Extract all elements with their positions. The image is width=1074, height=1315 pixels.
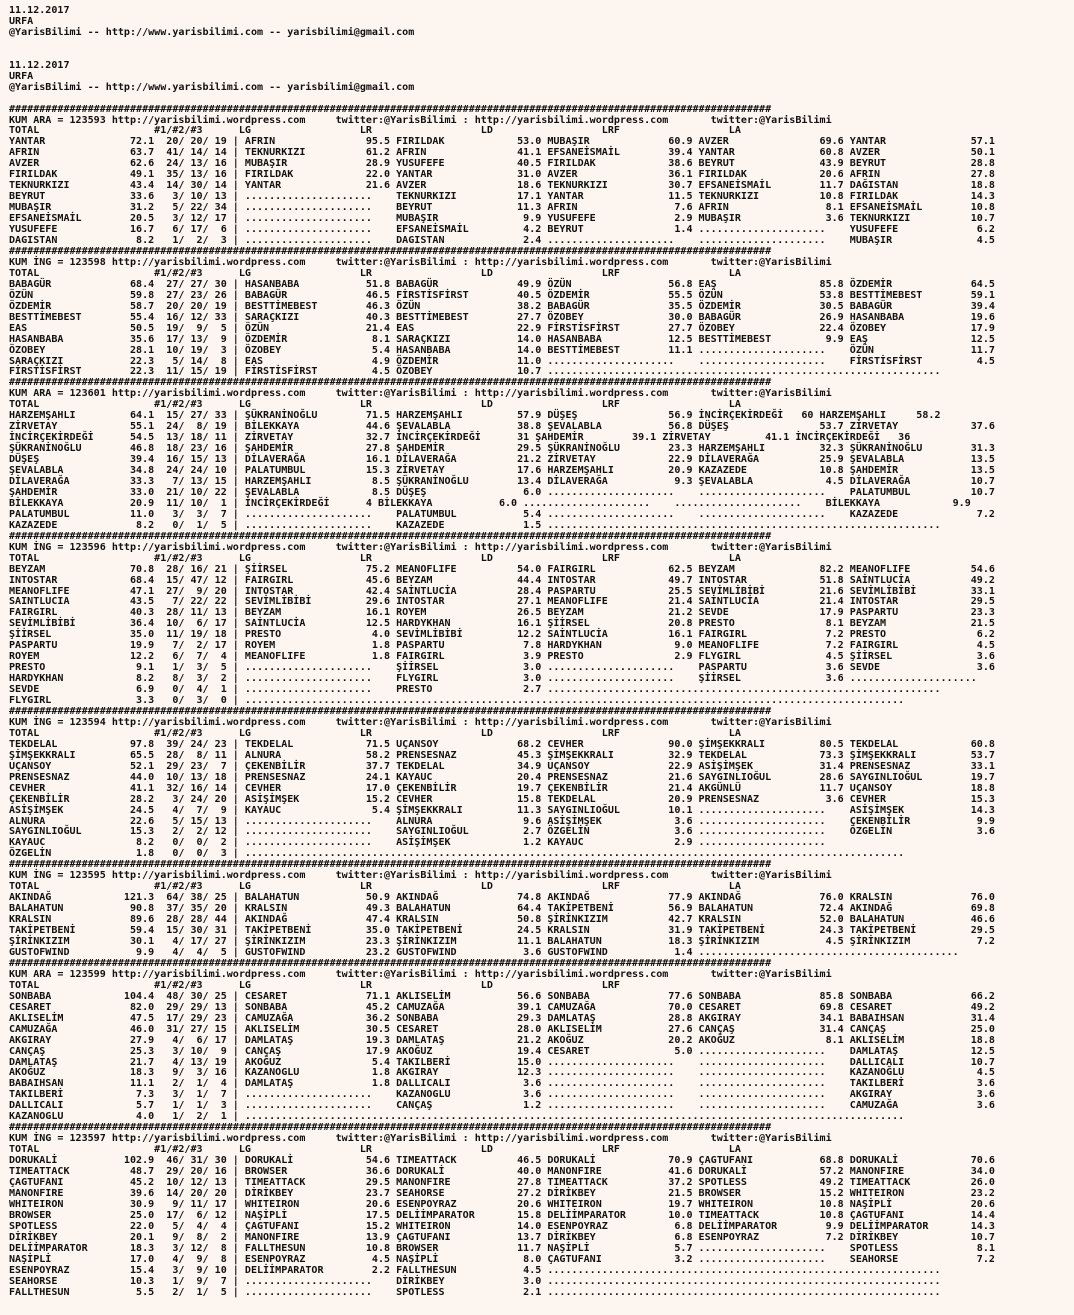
race-row: ŞİMŞEKKRALI 65.5 28/ 8/ 11 | ALNURA 58.2 PRENSESNAZ 45.3 ŞİMŞEKKRALI 32.9 TEKDELAL 73.3 ŞİMŞEKKRALI 53.7	[9, 749, 995, 761]
race-row: HARDYKHAN 8.2 8/ 3/ 2 | ..................... FLYGIRL 3.0 ..................... ŞİİRSEL 3.6 .....................	[9, 673, 977, 685]
race-row: DORUKALİ 102.9 46/ 31/ 30 | DORUKALİ 54.6 TIMEATTACK 46.5 DORUKALİ 70.9 ÇAGTUFANI 68.8 DORUKALİ 70.6	[9, 1155, 995, 1167]
race-row: ESENPOYRAZ 15.4 3/ 9/ 10 | DELİİMPARATOR 2.2 FALLTHESUN 4.5 .................................................................	[9, 1264, 941, 1276]
race-row: DİLAVERAĞA 33.3 7/ 13/ 15 | HARZEMŞAHLI 8.5 ŞÜKRANİNOĞLU 13.4 DİLAVERAĞA 9.3 ŞEVALABLA 4.5 DİLAVERAĞA 10.7	[9, 475, 995, 487]
race-column-headers: TOTAL #1/#2/#3 LG LR LD LRF	[9, 979, 620, 991]
section-divider: ##############################################################################################################################	[9, 859, 772, 871]
race-row: KAYAUC 8.2 0/ 0/ 2 | ..................... ASİŞİMŞEK 1.2 KAYAUC 2.9 .....................	[9, 837, 826, 849]
race-row: SEVDE 6.9 0/ 4/ 1 | ..................... PRESTO 2.7 .................................................................	[9, 684, 941, 696]
race-column-headers: TOTAL #1/#2/#3 LG LR LD LRF LA	[9, 881, 741, 893]
race-row: NAŞİPLİ 17.0 4/ 9/ 8 | ESENPOYRAZ 4.5 NAŞİPLİ 8.0 ÇAGTUFANI 3.2 ..................... SEAHORSE 7.2	[9, 1253, 995, 1265]
race-row: ÇEKENBİLİR 28.2 3/ 24/ 20 | ASİŞİMŞEK 15.2 CEVHER 15.8 TEKDELAL 20.9 PRENSESNAZ 3.6 CEVHER 15.3	[9, 793, 995, 805]
race-column-headers: TOTAL #1/#2/#3 LG LR LD LRF LA	[9, 267, 741, 279]
race-row: BROWSER 25.0 17/ 6/ 12 | NAŞİPLİ 17.5 DELİİMPARATOR 15.8 DELİİMPARATOR 10.0 TIMEATTACK 10.8 ÇAGTUFANI 14.4	[9, 1209, 995, 1221]
race-row: DÜŞEŞ 39.4 16/ 15/ 13 | DİLAVERAĞA 16.1 DİLAVERAĞA 21.2 ZİRVETAY 22.9 DİLAVERAĞA 25.9 ŞEVALABLA 13.5	[9, 454, 995, 466]
race-row: ŞİRİNKIZIM 30.1 4/ 17/ 27 | ŞİRİNKIZIM 23.3 ŞİRİNKIZIM 11.1 BALAHATUN 18.3 ŞİRİNKIZIM 4.5 ŞİRİNKIZIM 7.2	[9, 936, 995, 948]
race-column-headers: TOTAL #1/#2/#3 LG LR LD LRF LA	[9, 1144, 741, 1156]
race-row: ŞAHDEMİR 33.0 21/ 10/ 22 | ŞEVALABLA 8.5 DÜŞEŞ 6.0 ..................... ..................... PALATUMBUL 10.7	[9, 486, 995, 498]
race-row: BABAIHSAN 11.1 2/ 1/ 4 | DAMLATAŞ 1.8 DALLICALI 3.6 ..................... ..................... TAKILBERİ 3.6	[9, 1078, 995, 1090]
section-divider: ##############################################################################################################################	[9, 103, 772, 115]
race-row: PRENSESNAZ 44.0 10/ 13/ 18 | PRENSESNAZ 24.1 KAYAUC 20.4 PRENSESNAZ 21.6 SAYGINLIOĞUL 28.6 SAYGINLIOĞUL 19.7	[9, 771, 995, 783]
report-contact: @YarisBilimi -- http://www.yarisbilimi.com -- yarisbilimi@gmail.com	[9, 26, 415, 38]
race-row: DELİİMPARATOR 18.3 3/ 12/ 8 | FALLTHESUN 10.8 BROWSER 11.7 NAŞİPLİ 5.7 ..................... SPOTLESS 8.1	[9, 1242, 995, 1254]
race-column-headers: TOTAL #1/#2/#3 LG LR LD LRF LA	[9, 727, 741, 739]
race-row: YUSUFEFE 16.7 6/ 17/ 6 | ..................... EFSANEİSMAİL 4.2 BEYRUT 1.4 ..................... YUSUFEFE 6.2	[9, 224, 995, 236]
race-column-headers: TOTAL #1/#2/#3 LG LR LD LRF LA	[9, 552, 741, 564]
report-contact: @YarisBilimi -- http://www.yarisbilimi.com -- yarisbilimi@gmail.com	[9, 81, 415, 93]
race-row: MEANOFLIFE 47.1 27/ 9/ 20 | INTOSTAR 42.4 SAİNTLUCİA 28.4 PASPARTU 25.5 SEVİMLİBİBİ 21.6 SEVİMLİBİBİ 33.1	[9, 585, 995, 597]
race-row: ÇAGTUFANI 45.2 10/ 12/ 13 | TIMEATTACK 29.5 MANONFIRE 27.8 TIMEATTACK 37.2 SPOTLESS 49.2 TIMEATTACK 26.0	[9, 1176, 995, 1188]
race-row: SEAHORSE 10.3 1/ 9/ 7 | ..................... DİRİKBEY 3.0 .................................................................	[9, 1275, 941, 1287]
race-row: ŞEVALABLA 34.8 24/ 24/ 10 | PALATUMBUL 15.3 ZİRVETAY 17.6 HARZEMŞAHLI 20.9 KAZAZEDE 10.8 ŞAHDEMİR 13.5	[9, 465, 995, 477]
race-row: ÖZGELİN 1.8 0/ 0/ 3 | .............................................................................................................	[9, 848, 905, 860]
section-divider: ##############################################################################################################################	[9, 377, 772, 389]
race-row: MANONFIRE 39.6 14/ 20/ 20 | DİRİKBEY 23.7 SEAHORSE 27.2 DİRİKBEY 21.5 BROWSER 15.2 WHITEIRON 23.2	[9, 1187, 995, 1199]
race-row: AKGIRAY 27.9 4/ 6/ 17 | DAMLATAŞ 19.3 DAMLATAŞ 21.2 AKOĞUZ 20.2 AKOĞUZ 8.1 AKLISELİM 18.8	[9, 1034, 995, 1046]
race-row: SONBABA 104.4 48/ 30/ 25 | CESARET 71.1 AKLISELİM 56.6 SONBABA 77.6 SONBABA 85.8 SONBABA 66.2	[9, 990, 995, 1002]
race-row: TEKNURKIZI 43.4 14/ 30/ 14 | YANTAR 21.6 AVZER 18.6 TEKNURKIZI 30.7 EFSANEİSMAİL 11.7 DAĞISTAN 18.8	[9, 180, 995, 192]
race-row: SAINTLUCIA 43.5 7/ 22/ 22 | SEVİMLİBİBİ 29.6 INTOSTAR 27.1 MEANOFLIFE 21.4 SAİNTLUCİA 21.4 INTOSTAR 29.5	[9, 596, 995, 608]
race-row: ŞÜKRANİNOĞLU 46.8 18/ 23/ 16 | ŞAHDEMİR 27.8 ŞAHDEMİR 29.5 ŞÜKRANİNOĞLU 23.3 HARZEMŞAHLI 32.3 ŞÜKRANİNOĞLU 31.3	[9, 443, 995, 455]
race-row: CANÇAŞ 25.3 3/ 10/ 9 | CANÇAŞ 17.9 AKOĞUZ 19.4 CESARET 5.0 ..................... DAMLATAŞ 12.5	[9, 1045, 995, 1057]
race-row: HARZEMŞAHLI 64.1 15/ 27/ 33 | ŞÜKRANİNOĞLU 71.5 HARZEMŞAHLI 57.9 DÜŞEŞ 56.9 İNCİRÇEKİRDEĞİ 60 HARZEMŞAHLI 58.2	[9, 410, 941, 422]
race-row: AFRIN 63.7 41/ 14/ 14 | TEKNURKIZI 61.2 AFRIN 41.1 EFSANEİSMAİL 39.4 YANTAR 60.8 AVZER 50.1	[9, 147, 995, 159]
race-row: TIMEATTACK 48.7 29/ 20/ 16 | BROWSER 36.6 DORUKALİ 40.0 MANONFIRE 41.6 DORUKALİ 57.2 MANONFIRE 34.0	[9, 1166, 995, 1178]
race-row: AKOĞUZ 18.3 9/ 3/ 16 | KAZANOGLU 1.8 AKGIRAY 12.3 ..................... ..................... KAZANOĞLU 4.5	[9, 1067, 995, 1079]
race-row: CAMUZAĞA 46.0 31/ 27/ 15 | AKLISELİM 30.5 CESARET 28.0 AKLISELİM 27.6 CANÇAŞ 31.4 CANÇAŞ 25.0	[9, 1023, 995, 1035]
race-title: KUM ARA = 123601 http://yarisbilimi.wordpress.com twitter:@YarisBilimi : http://yarisbilimi.wordpress.com twitter:@YarisBilimi	[9, 388, 832, 400]
race-row: AKINDAĞ 121.3 64/ 38/ 25 | BALAHATUN 50.9 AKINDAĞ 74.8 AKINDAĞ 77.9 AKINDAĞ 76.0 KRALSIN 76.0	[9, 892, 995, 904]
race-report-document	[9, 6, 1069, 1298]
race-row: TAKİPETBENİ 59.4 15/ 30/ 31 | TAKİPETBENİ 35.0 TAKİPETBENİ 24.5 KRALSIN 31.9 TAKİPETBENİ 24.3 TAKİPETBENİ 29.5	[9, 925, 995, 937]
race-row: YANTAR 72.1 20/ 20/ 19 | AFRIN 95.5 FIRILDAK 53.0 MUBAŞIR 60.9 AVZER 69.6 YANTAR 57.1	[9, 136, 995, 148]
race-row: FALLTHESUN 5.5 2/ 1/ 5 | ..................... SPOTLESS 2.1 .................................................................	[9, 1286, 941, 1298]
race-row: BEYRUT 33.6 3/ 10/ 13 | ..................... TEKNURKIZI 17.1 YANTAR 11.5 TEKNURKIZI 10.8 FIRILDAK 14.3	[9, 191, 995, 203]
race-row: ÖZOBEY 28.1 10/ 19/ 3 | ÖZOBEY 5.4 HASANBABA 14.0 BESTTİMEBEST 11.1 ..................... ÖZÜN 11.7	[9, 344, 995, 356]
race-row: BİLEKKAYA 20.9 11/ 10/ 1 | İNCİRÇEKİRDEĞİ 4 BİLEKKAYA 6.0 ..................... ..................... BİLEKKAYA 9.9	[9, 497, 971, 509]
section-divider: ##############################################################################################################################	[9, 245, 772, 257]
race-title: KUM İNG = 123598 http://yarisbilimi.wordpress.com twitter:@YarisBilimi : http://yarisbilimi.wordpress.com twitter:@YarisBilimi	[9, 256, 832, 268]
race-row: BEYZAM 70.8 28/ 16/ 21 | ŞİİRSEL 75.2 MEANOFLIFE 54.0 FAIRGIRL 62.5 BEYZAM 82.2 MEANOFLIFE 54.6	[9, 563, 995, 575]
race-column-headers: TOTAL #1/#2/#3 LG LR LD LRF LA	[9, 125, 741, 137]
race-column-headers: TOTAL #1/#2/#3 LG LR LD LRF LA	[9, 399, 741, 411]
race-blocks	[9, 104, 995, 1298]
race-row: SEVİMLİBİBİ 36.4 10/ 6/ 17 | SAİNTLUCİA 12.5 HARDYKHAN 16.1 ŞİİRSEL 20.8 PRESTO 8.1 BEYZAM 21.5	[9, 618, 995, 630]
race-row: TEKDELAL 97.8 39/ 24/ 23 | TEKDELAL 71.5 UÇANSOY 68.2 CEVHER 90.0 ŞİMŞEKKRALI 80.5 TEKDELAL 60.8	[9, 738, 995, 750]
race-row: ÖZDEMİR 58.7 20/ 20/ 19 | BESTTİMEBEST 46.3 ÖZÜN 38.2 BABAGÜR 35.5 ÖZDEMİR 30.5 BABAGÜR 39.4	[9, 300, 995, 312]
race-row: TAKILBERİ 7.3 3/ 1/ 7 | ..................... KAZANOGLU 3.6 ..................... ..................... AKGIRAY 3.6	[9, 1089, 995, 1101]
race-row: CESARET 82.0 29/ 29/ 13 | SONBABA 45.2 CAMUZAĞA 39.1 CAMUZAĞA 70.0 CESARET 69.8 CESARET 49.2	[9, 1001, 995, 1013]
race-row: AKLISELİM 47.5 17/ 29/ 23 | CAMUZAĞA 36.2 SONBABA 29.3 DAMLATAŞ 28.8 AKGIRAY 34.1 BABAIHSAN 31.4	[9, 1012, 995, 1024]
section-divider: ##############################################################################################################################	[9, 957, 772, 969]
race-row: FIRILDAK 49.1 35/ 13/ 16 | FIRILDAK 22.0 YANTAR 31.0 AVZER 36.1 FIRILDAK 20.6 AFRIN 27.8	[9, 169, 995, 181]
race-row: İNCİRÇEKİRDEĞİ 54.5 13/ 18/ 11 | ZİRVETAY 32.7 İNCİRÇEKİRDEĞİ 31 ŞAHDEMİR 39.1 ZİRVETAY 41.1 İNCİRÇEKİRDEĞİ 36	[9, 432, 911, 444]
race-title: KUM ARA = 123599 http://yarisbilimi.wordpress.com twitter:@YarisBilimi : http://yarisbilimi.wordpress.com twitter:@YarisBilimi	[9, 968, 832, 980]
race-title: KUM İNG = 123595 http://yarisbilimi.wordpress.com twitter:@YarisBilimi : http://yarisbilimi.wordpress.com twitter:@YarisBilimi	[9, 870, 832, 882]
race-title: KUM İNG = 123597 http://yarisbilimi.wordpress.com twitter:@YarisBilimi : http://yarisbilimi.wordpress.com twitter:@YarisBilimi	[9, 1133, 832, 1145]
race-row: GUSTOFWIND 9.9 4/ 4/ 5 | GUSTOFWIND 23.2 GUSTOFWIND 3.6 GUSTOFWIND 1.4 ...........................................	[9, 946, 959, 958]
report-city: URFA	[9, 70, 34, 82]
race-row: BALAHATUN 90.8 37/ 35/ 20 | KRALSIN 49.3 BALAHATUN 64.4 TAKİPETBENİ 56.9 BALAHATUN 72.4 AKINDAĞ 69.8	[9, 903, 995, 915]
race-row: DİRİKBEY 20.1 9/ 8/ 2 | MANONFIRE 13.9 ÇAGTUFANI 13.7 DİRİKBEY 6.8 ESENPOYRAZ 7.2 DİRİKBEY 10.7	[9, 1231, 995, 1243]
race-row: ÖZÜN 59.8 27/ 23/ 26 | BABAGÜR 46.5 FİRSTİSFİRST 40.5 ÖZDEMİR 55.5 ÖZÜN 53.8 BESTTİMEBEST 59.1	[9, 289, 995, 301]
section-divider: ##############################################################################################################################	[9, 706, 772, 717]
race-row: UÇANSOY 52.1 29/ 23/ 7 | ÇEKENBİLİR 37.7 TEKDELAL 34.9 UÇANSOY 22.9 ASİŞİMŞEK 31.4 PRENSESNAZ 33.1	[9, 760, 995, 772]
race-row: BABAGÜR 68.4 27/ 27/ 30 | HASANBABA 51.8 BABAGÜR 49.9 ÖZÜN 56.8 EAŞ 85.8 ÖZDEMİR 64.5	[9, 278, 995, 290]
race-row: ALNURA 22.6 5/ 15/ 13 | ..................... ALNURA 9.6 ASİŞİMŞEK 3.6 ..................... ÇEKENBİLİR 9.9	[9, 815, 995, 827]
race-row: ASİŞİMŞEK 24.5 4/ 7/ 9 | KAYAUC 5.4 ŞİMŞEKKRALI 11.3 SAYGINLIOĞUL 10.1 ..................... ASİŞİMŞEK 14.3	[9, 804, 995, 816]
race-row: ŞİİRSEL 35.0 11/ 19/ 18 | PRESTO 4.0 SEVİMLİBİBİ 12.2 SAİNTLUCİA 16.1 FAIRGIRL 7.2 PRESTO 6.2	[9, 629, 995, 641]
race-row: EAS 50.5 19/ 9/ 5 | ÖZÜN 21.4 EAS 22.9 FİRSTİSFİRST 27.7 ÖZOBEY 22.4 ÖZOBEY 17.9	[9, 322, 995, 334]
race-row: KAZAZEDE 8.2 0/ 1/ 5 | ..................... KAZAZEDE 1.5 .................................................................	[9, 519, 941, 531]
race-row: SPOTLESS 22.0 5/ 4/ 4 | ÇAGTUFANI 15.2 WHITEIRON 14.0 ESENPOYRAZ 6.8 DELİİMPARATOR 9.9 DELİİMPARATOR 14.3	[9, 1220, 995, 1232]
race-row: SAYGINLIOĞUL 15.3 2/ 2/ 12 | ..................... SAYGINLIOĞUL 2.7 ÖZGELİN 3.6 ..................... ÖZGELİN 3.6	[9, 826, 995, 838]
race-row: EFSANEİSMAİL 20.5 3/ 12/ 17 | ..................... MUBAŞIR 9.9 YUSUFEFE 2.9 MUBAŞIR 3.6 TEKNURKIZI 10.7	[9, 213, 995, 225]
race-row: DALLICALI 5.7 1/ 1/ 3 | ..................... CANÇAŞ 1.2 ..................... ..................... CAMUZAĞA 3.6	[9, 1100, 995, 1112]
race-row: MUBAŞIR 31.2 5/ 22/ 34 | ..................... BEYRUT 11.3 AFRIN 7.6 AFRIN 8.1 EFSANEİSMAİL 10.8	[9, 202, 995, 214]
section-divider: ##############################################################################################################################	[9, 1122, 772, 1134]
race-row: PASPARTU 19.9 7/ 2/ 17 | ROYEM 1.8 PASPARTU 7.8 HARDYKHAN 9.0 MEANOFLIFE 7.2 FAIRGIRL 4.5	[9, 640, 995, 652]
race-title: KUM ARA = 123593 http://yarisbilimi.wordpress.com twitter:@YarisBilimi : http://yarisbilimi.wordpress.com twitter:@YarisBilimi	[9, 114, 832, 126]
section-divider: ##############################################################################################################################	[9, 530, 772, 542]
race-row: FİRSTİSFİRST 22.3 11/ 15/ 19 | FİRSTİSFİRST 4.5 ÖZOBEY 10.7 .................................................................	[9, 366, 941, 378]
race-row: ROYEM 12.2 6/ 7/ 4 | MEANOFLIFE 1.8 FAIRGIRL 3.9 PRESTO 2.9 FLYGIRL 4.5 ŞİİRSEL 3.6	[9, 651, 995, 663]
race-row: AVZER 62.6 24/ 13/ 16 | MUBAŞIR 28.9 YUSUFEFE 40.5 FIRILDAK 38.6 BEYRUT 43.9 BEYRUT 28.8	[9, 158, 995, 170]
race-row: SARAÇKIZI 22.3 5/ 14/ 8 | EAS 4.9 ÖZDEMİR 11.0 ..................... ..................... FİRSTİSFİRST 4.5	[9, 355, 995, 367]
race-row: KAZANOGLU 4.0 1/ 2/ 1 | .............................................................................................................	[9, 1111, 905, 1123]
race-title: KUM İNG = 123596 http://yarisbilimi.wordpress.com twitter:@YarisBilimi : http://yarisbilimi.wordpress.com twitter:@YarisBilimi	[9, 541, 832, 553]
report-date: 11.12.2017	[9, 59, 70, 71]
report-city: URFA	[9, 15, 34, 27]
race-row: FLYGIRL 3.3 0/ 3/ 0 | .............................................................................................................	[9, 695, 905, 707]
race-row: FAIRGIRL 40.3 28/ 11/ 13 | BEYZAM 16.1 ROYEM 26.5 BEYZAM 21.2 SEVDE 17.9 PASPARTU 23.3	[9, 607, 995, 619]
race-row: INTOSTAR 68.4 15/ 47/ 12 | FAIRGIRL 45.6 BEYZAM 44.4 INTOSTAR 49.7 INTOSTAR 51.8 SAİNTLUCİA 49.2	[9, 574, 995, 586]
report-date: 11.12.2017	[9, 6, 70, 16]
race-row: PALATUMBUL 11.0 3/ 3/ 7 | ..................... PALATUMBUL 5.4 ..................... ..................... KAZAZEDE 7.2	[9, 508, 995, 520]
race-row: DAGISTAN 8.2 1/ 2/ 3 | ..................... DAGISTAN 2.4 ..................... ..................... MUBAŞIR 4.5	[9, 235, 995, 247]
race-title: KUM İNG = 123594 http://yarisbilimi.wordpress.com twitter:@YarisBilimi : http://yarisbilimi.wordpress.com twitter:@YarisBilimi	[9, 716, 832, 728]
race-row: KRALSIN 89.6 28/ 28/ 44 | AKINDAĞ 47.4 KRALSIN 50.8 ŞİRİNKIZIM 42.7 KRALSIN 52.0 BALAHATUN 46.6	[9, 914, 995, 926]
race-row: BESTTİMEBEST 55.4 16/ 12/ 33 | SARAÇKIZI 40.3 BESTTİMEBEST 27.7 ÖZOBEY 30.0 BABAGÜR 26.9 HASANBABA 19.6	[9, 311, 995, 323]
race-row: DAMLATAŞ 21.7 4/ 13/ 19 | AKOĞUZ 5.4 TAKILBERİ 15.0 ..................... ..................... DALLICALI 10.7	[9, 1056, 995, 1068]
race-row: PRESTO 9.1 1/ 3/ 5 | ..................... ŞİİRSEL 3.0 ..................... PASPARTU 3.6 SEVDE 3.6	[9, 662, 995, 674]
race-row: ZİRVETAY 55.1 24/ 8/ 19 | BİLEKKAYA 44.6 ŞEVALABLA 38.8 ŞEVALABLA 56.8 DÜŞEŞ 53.7 ZİRVETAY 37.6	[9, 421, 995, 433]
race-row: WHITEIRON 30.9 9/ 11/ 17 | WHITEIRON 20.6 ESENPOYRAZ 20.6 WHITEIRON 19.7 WHITEIRON 10.8 NAŞİPLİ 20.6	[9, 1198, 995, 1210]
race-row: HASANBABA 35.6 17/ 13/ 9 | ÖZDEMİR 8.1 SARAÇKIZI 14.0 HASANBABA 12.5 BESTTİMEBEST 9.9 EAŞ 12.5	[9, 333, 995, 345]
race-row: CEVHER 41.1 32/ 16/ 14 | CEVHER 17.0 ÇEKENBİLİR 19.7 ÇEKENBİLİR 21.4 AKGÜNLÜ 11.7 UÇANSOY 18.8	[9, 782, 995, 794]
